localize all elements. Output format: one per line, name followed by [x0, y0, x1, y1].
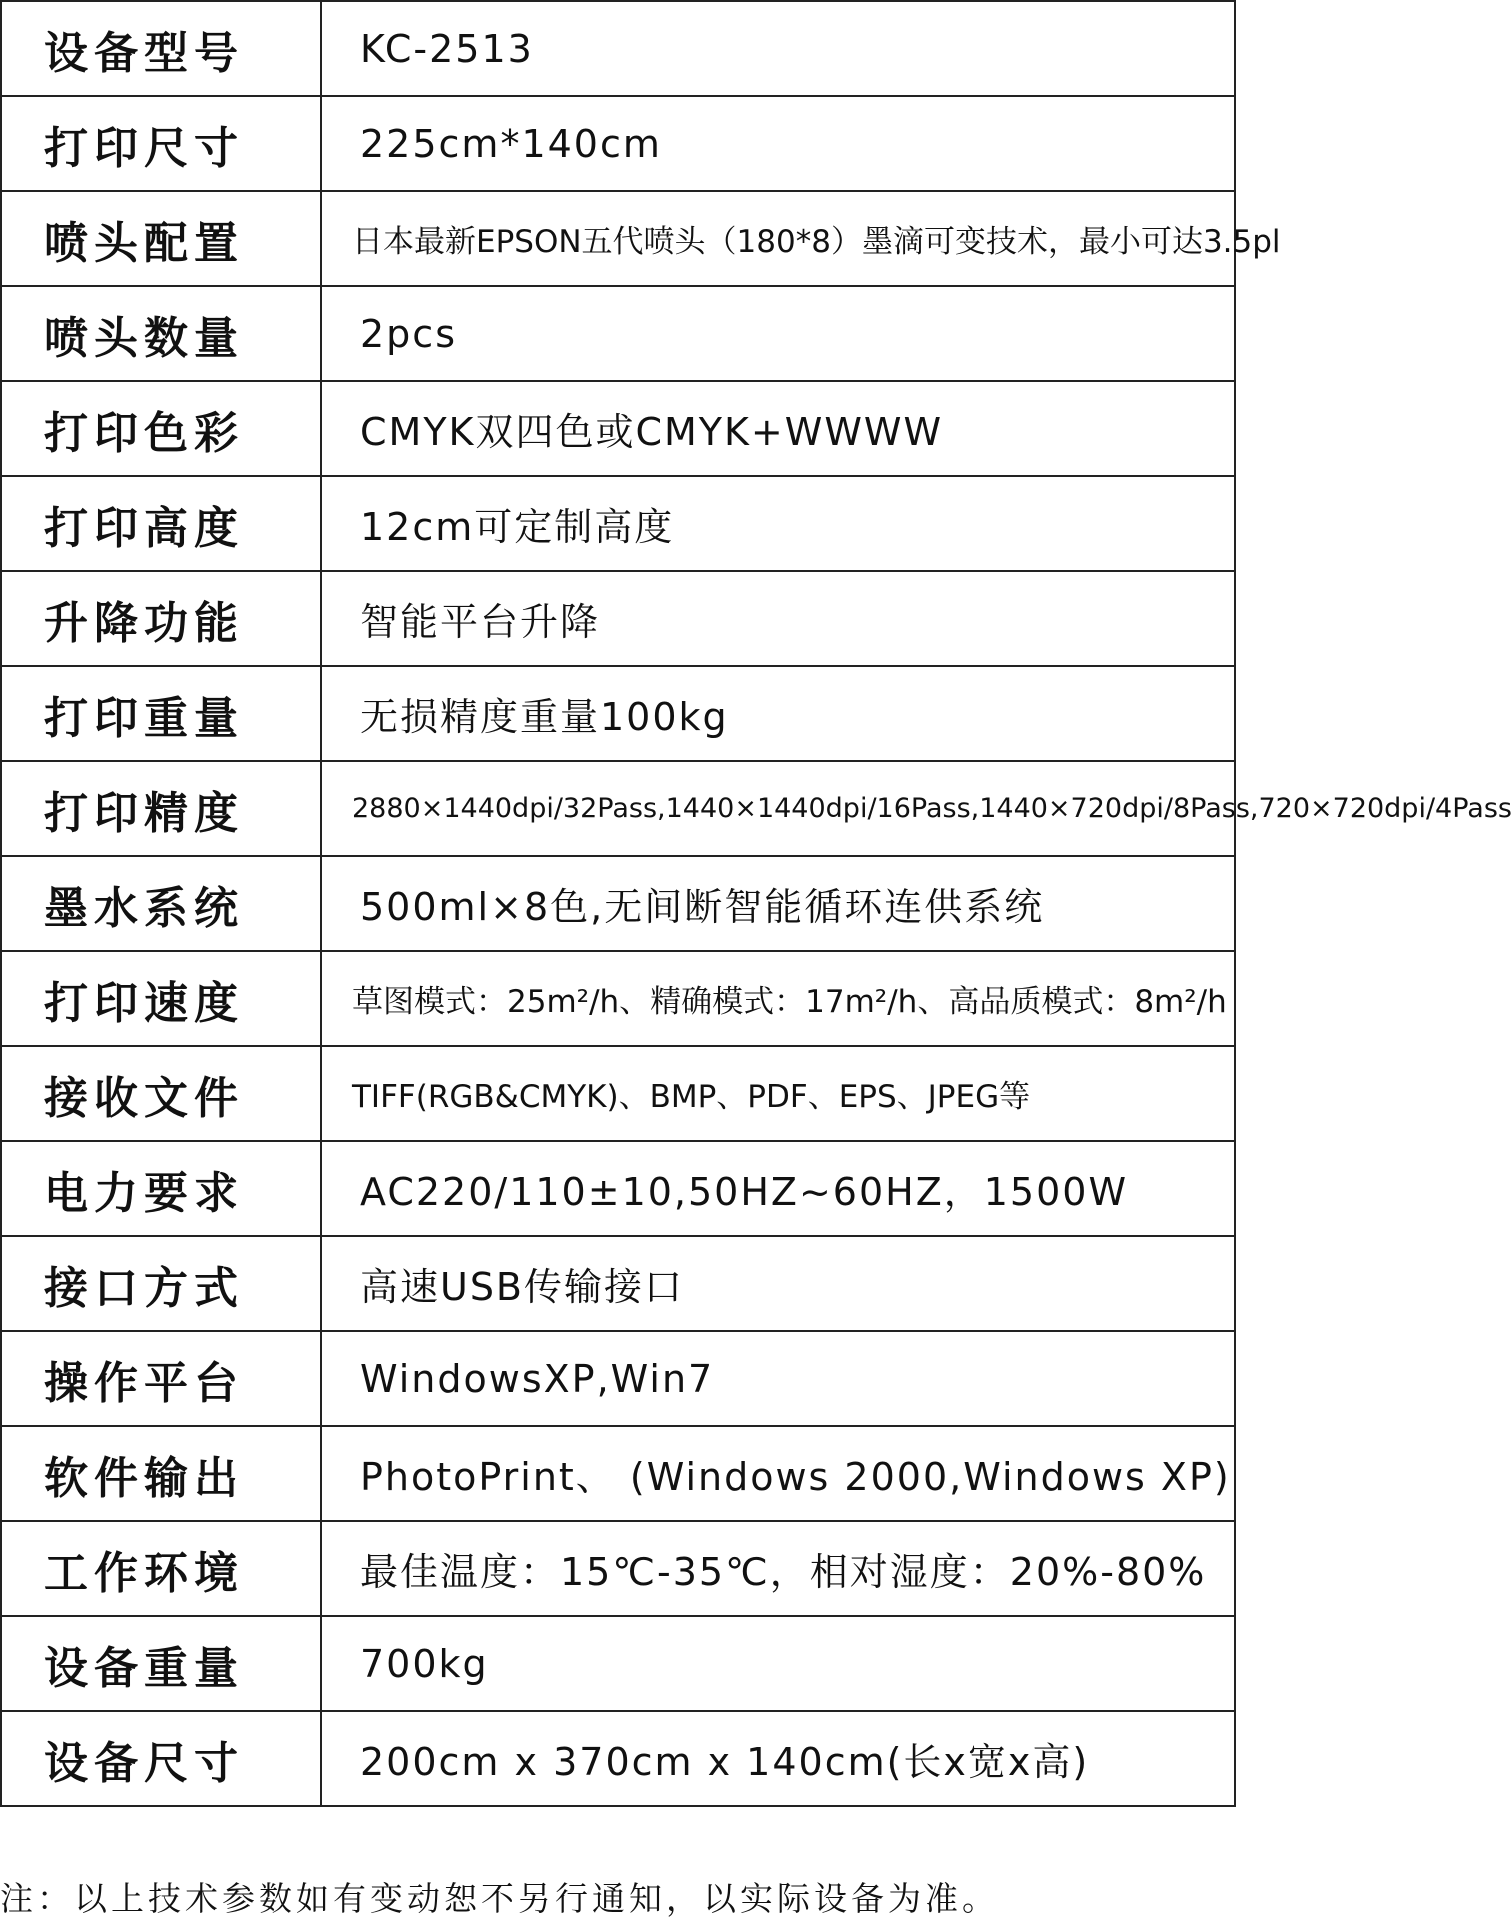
spec-value: 智能平台升降 — [321, 571, 1235, 666]
spec-row-software — [1, 1426, 1235, 1521]
spec-value: CMYK双四色或CMYK+WWWW — [321, 381, 1235, 476]
spec-row-print-weight — [1, 666, 1235, 761]
spec-row-device-size — [1, 1711, 1235, 1806]
spec-row-print-precision — [1, 761, 1235, 856]
spec-label: 升降功能 — [1, 571, 321, 666]
spec-row-print-size — [1, 96, 1235, 191]
spec-value: WindowsXP,Win7 — [321, 1331, 1235, 1426]
spec-value: 2880×1440dpi/32Pass,1440×1440dpi/16Pass,1440×720dpi/8Pass,720×720dpi/4Pass — [321, 761, 1235, 856]
spec-row-print-speed — [1, 951, 1235, 1046]
spec-value: 700kg — [321, 1616, 1235, 1711]
spec-label: 喷头数量 — [1, 286, 321, 381]
spec-value: 225cm*140cm — [321, 96, 1235, 191]
spec-row-os — [1, 1331, 1235, 1426]
footer-note: 注：以上技术参数如有变动恕不另行通知，以实际设备为准。 — [0, 1879, 999, 1918]
spec-value: 2pcs — [321, 286, 1235, 381]
spec-value: 日本最新EPSON五代喷头（180*8）墨滴可变技术，最小可达3.5pl — [321, 191, 1235, 286]
spec-label: 电力要求 — [1, 1141, 321, 1236]
spec-label: 软件输出 — [1, 1426, 321, 1521]
spec-row-printhead-count — [1, 286, 1235, 381]
spec-label: 打印色彩 — [1, 381, 321, 476]
spec-label: 打印高度 — [1, 476, 321, 571]
spec-row-model — [1, 1, 1235, 96]
spec-value: 草图模式：25m²/h、精确模式：17m²/h、高品质模式：8m²/h — [321, 951, 1235, 1046]
spec-label: 接口方式 — [1, 1236, 321, 1331]
spec-value: 最佳温度：15℃-35℃，相对湿度：20%-80% — [321, 1521, 1235, 1616]
spec-row-print-height — [1, 476, 1235, 571]
spec-row-interface — [1, 1236, 1235, 1331]
spec-row-power — [1, 1141, 1235, 1236]
spec-label: 设备重量 — [1, 1616, 321, 1711]
spec-value: 高速USB传输接口 — [321, 1236, 1235, 1331]
spec-label: 打印速度 — [1, 951, 321, 1046]
spec-value: AC220/110±10,50HZ~60HZ，1500W — [321, 1141, 1235, 1236]
spec-label: 喷头配置 — [1, 191, 321, 286]
spec-label: 接收文件 — [1, 1046, 321, 1141]
spec-label: 设备型号 — [1, 1, 321, 96]
spec-label: 打印重量 — [1, 666, 321, 761]
spec-value: 500ml×8色,无间断智能循环连供系统 — [321, 856, 1235, 951]
spec-value: 200cm x 370cm x 140cm(长x宽x高) — [321, 1711, 1235, 1806]
spec-row-device-weight — [1, 1616, 1235, 1711]
spec-row-printhead-config — [1, 191, 1235, 286]
spec-row-environment — [1, 1521, 1235, 1616]
spec-row-print-color — [1, 381, 1235, 476]
spec-row-file-formats — [1, 1046, 1235, 1141]
spec-label: 墨水系统 — [1, 856, 321, 951]
spec-label: 工作环境 — [1, 1521, 321, 1616]
spec-value: KC-2513 — [321, 1, 1235, 96]
spec-label: 操作平台 — [1, 1331, 321, 1426]
spec-label: 设备尺寸 — [1, 1711, 321, 1806]
spec-value: PhotoPrint、 (Windows 2000,Windows XP) — [321, 1426, 1235, 1521]
spec-value: 无损精度重量100kg — [321, 666, 1235, 761]
spec-label: 打印精度 — [1, 761, 321, 856]
spec-row-ink-system — [1, 856, 1235, 951]
spec-value: 12cm可定制高度 — [321, 476, 1235, 571]
spec-label: 打印尺寸 — [1, 96, 321, 191]
spec-row-lift — [1, 571, 1235, 666]
spec-value: TIFF(RGB&CMYK)、BMP、PDF、EPS、JPEG等 — [321, 1046, 1235, 1141]
